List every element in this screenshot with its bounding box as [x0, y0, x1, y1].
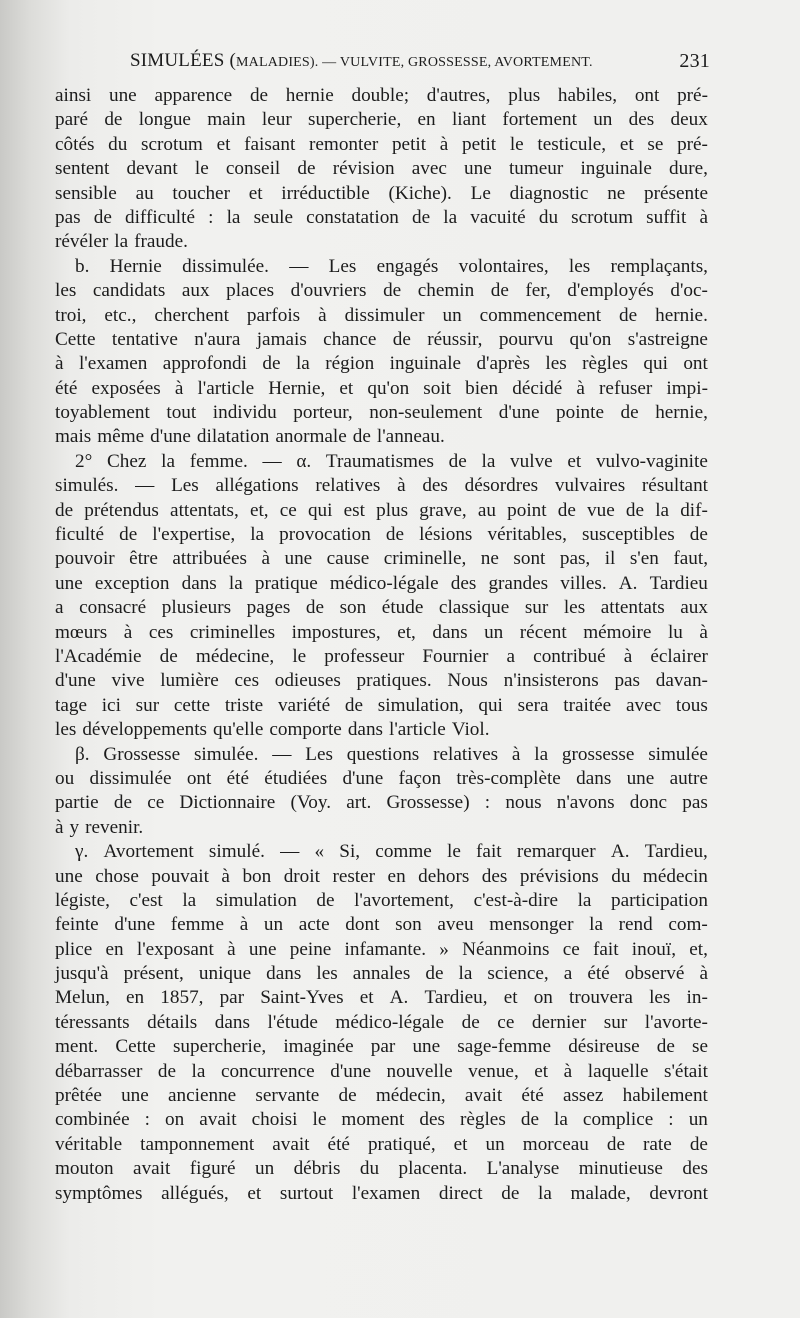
- text-line: toyablement tout individu porteur, non-seulement d'une pointe de hernie,: [55, 402, 708, 424]
- text-line: mœurs à ces criminelles impostures, et, dans un récent mémoire lu à: [55, 621, 708, 643]
- text-line: tage ici sur cette triste variété de simulation, qui sera traitée avec tous: [55, 694, 708, 716]
- page-number: 231: [679, 50, 710, 72]
- text-line: débarrasser de la concurrence d'une nouvelle venue, et à laquelle s'était: [55, 1060, 708, 1082]
- text-line: mais même d'une dilatation anormale de l'anneau.: [55, 426, 445, 448]
- text-line: à y revenir.: [55, 816, 144, 838]
- text-line: révéler la fraude.: [55, 231, 188, 253]
- text-line: partie de ce Dictionnaire (Voy. art. Grossesse) : nous n'avons donc pas: [55, 792, 708, 814]
- text-line: combinée : on avait choisi le moment des règles de la complice : un: [55, 1109, 708, 1131]
- text-line: été exposées à l'article Hernie, et qu'on soit bien décidé à refuser impi-: [55, 377, 708, 399]
- text-line: ainsi une apparence de hernie double; d'autres, plus habiles, ont pré-: [55, 85, 708, 106]
- text-line: les candidats aux places d'ouvriers de chemin de fer, d'employés d'oc-: [55, 280, 708, 302]
- text-line: plice en l'exposant à une peine infamante. » Néanmoins ce fait inouï, et,: [55, 938, 708, 960]
- text-line: a consacré plusieurs pages de son étude classique sur les attentats aux: [55, 597, 708, 619]
- text-line: de prétendus attentats, et, ce qui est plus grave, au point de vue de la dif-: [55, 499, 708, 521]
- text-line: véritable tamponnement avait été pratiqué, et un morceau de rate de: [55, 1133, 708, 1155]
- text-line: mouton avait figuré un débris du placenta. L'analyse minutieuse des: [55, 1158, 708, 1180]
- body-text: [55, 84, 708, 1206]
- text-line: prêtée une ancienne servante de médecin, avait été assez habilement: [55, 1085, 708, 1107]
- running-header: [130, 50, 710, 76]
- text-line: paré de longue main leur supercherie, en liant fortement un des deux: [55, 109, 708, 131]
- text-line: une chose pouvait à bon droit rester en dehors des prévisions du médecin: [55, 865, 708, 887]
- text-line: pas de difficulté : la seule constatation de la vacuité du scrotum suffit à: [55, 206, 708, 228]
- text-line: sentent devant le conseil de révision avec une tumeur inguinale dure,: [55, 158, 708, 180]
- text-line: b. Hernie dissimulée. — Les engagés volontaires, les remplaçants,: [75, 255, 708, 277]
- text-line: ou dissimulée ont été étudiées d'une façon très-complète dans une autre: [55, 767, 708, 789]
- text-line: à l'examen approfondi de la région inguinale d'après les règles qui ont: [55, 353, 708, 375]
- text-line: légiste, c'est la simulation de l'avortement, c'est-à-dire la participation: [55, 889, 708, 911]
- text-line: une exception dans la pratique médico-légale des grandes villes. A. Tardieu: [55, 572, 708, 594]
- text-line: ment. Cette supercherie, imaginée par une sage-femme désireuse de se: [55, 1036, 708, 1058]
- text-line: les développements qu'elle comporte dans l'article Viol.: [55, 719, 490, 741]
- text-line: symptômes allégués, et surtout l'examen direct de la malade, devront: [55, 1182, 708, 1204]
- text-line: l'Académie de médecine, le professeur Fournier a contribué à éclairer: [55, 645, 708, 667]
- text-line: γ. Avortement simulé. — « Si, comme le fait remarquer A. Tardieu,: [75, 841, 708, 863]
- running-title: SIMULÉES (MALADIES). — VULVITE, GROSSESSE, AVORTEMENT.: [130, 50, 593, 71]
- text-line: sensible au toucher et irréductible (Kiche). Le diagnostic ne présente: [55, 182, 708, 204]
- text-line: téressants détails dans l'étude médico-légale de ce dernier sur l'avorte-: [55, 1011, 708, 1033]
- text-line: Cette tentative n'aura jamais chance de réussir, pourvu qu'on s'astreigne: [55, 328, 708, 350]
- text-line: côtés du scrotum et faisant remonter petit à petit le testicule, et se pré-: [55, 133, 708, 155]
- text-line: d'une vive lumière ces odieuses pratiques. Nous n'insisterons pas davan-: [55, 670, 708, 692]
- text-line: jusqu'à présent, unique dans les annales de la science, a été observé à: [55, 963, 708, 985]
- text-line: troi, etc., cherchent parfois à dissimuler un commencement de hernie.: [55, 304, 708, 326]
- text-line: 2° Chez la femme. — α. Traumatismes de la vulve et vulvo-vaginite: [75, 450, 708, 472]
- text-line: simulés. — Les allégations relatives à des désordres vulvaires résultant: [55, 475, 708, 497]
- text-line: ficulté de l'expertise, la provocation de lésions véritables, susceptibles de: [55, 524, 708, 546]
- text-line: β. Grossesse simulée. — Les questions relatives à la grossesse simulée: [75, 743, 708, 765]
- text-line: feinte d'une femme à un acte dont son aveu mensonger la rend com-: [55, 914, 708, 936]
- text-line: pouvoir être attribuées à une cause criminelle, ne sont pas, il s'en faut,: [55, 548, 708, 570]
- text-line: Melun, en 1857, par Saint-Yves et A. Tardieu, et on trouvera les in-: [55, 987, 708, 1009]
